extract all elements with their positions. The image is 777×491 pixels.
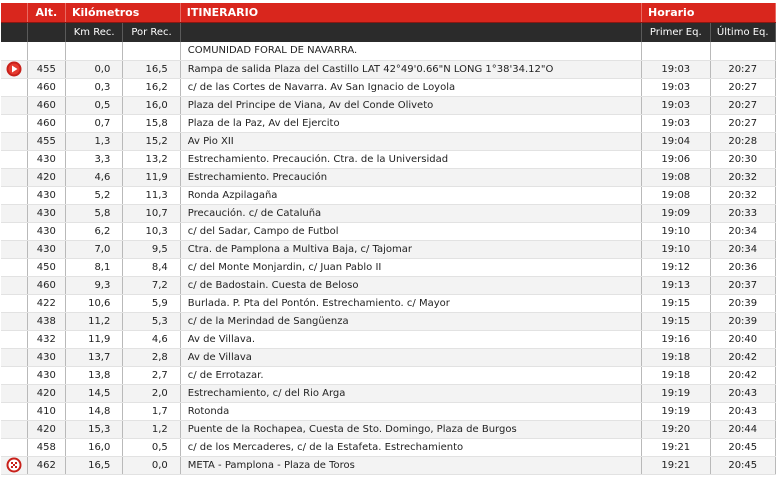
- primer-eq-cell: 19:15: [642, 294, 710, 312]
- altitude-cell: 438: [27, 312, 65, 330]
- table-row: [1, 132, 776, 150]
- row-icon-cell: [1, 168, 27, 186]
- table-row: [1, 294, 776, 312]
- altitude-cell: 458: [27, 438, 65, 456]
- primer-eq-cell: 19:21: [642, 456, 710, 474]
- table-row: [1, 384, 776, 402]
- route-description-cell: c/ de Badostain. Cuesta de Beloso: [180, 276, 641, 294]
- table-row: [1, 438, 776, 456]
- ultimo-eq-cell: 20:42: [710, 366, 776, 384]
- table-row: [1, 276, 776, 294]
- ultimo-eq-cell: 20:32: [710, 186, 776, 204]
- ultimo-eq-cell: 20:40: [710, 330, 776, 348]
- km-rec-cell: 0,3: [65, 78, 122, 96]
- row-icon-cell: [1, 348, 27, 366]
- ultimo-eq-cell: 20:27: [710, 78, 776, 96]
- km-rec-cell: 15,3: [65, 420, 122, 438]
- row-icon-cell: [1, 402, 27, 420]
- route-description-cell: Estrechamiento, c/ del Rio Arga: [180, 384, 641, 402]
- km-rec-cell: 16,5: [65, 456, 122, 474]
- altitude-cell: 430: [27, 348, 65, 366]
- ultimo-eq-cell: [710, 42, 776, 60]
- altitude-cell: 455: [27, 132, 65, 150]
- row-icon-cell: [1, 222, 27, 240]
- row-icon-cell: [1, 114, 27, 132]
- por-rec-cell: 15,8: [123, 114, 180, 132]
- km-rec-cell: 13,7: [65, 348, 122, 366]
- primer-eq-cell: 19:03: [642, 60, 710, 78]
- route-description-cell: Plaza del Principe de Viana, Av del Conde Oliveto: [180, 96, 641, 114]
- ultimo-eq-cell: 20:42: [710, 348, 776, 366]
- row-icon-cell: [1, 276, 27, 294]
- subheader-row: [1, 23, 776, 43]
- altitude-cell: 460: [27, 276, 65, 294]
- altitude-cell: 460: [27, 114, 65, 132]
- por-rec-cell: 1,7: [123, 402, 180, 420]
- route-description-cell: Ronda Azpilagaña: [180, 186, 641, 204]
- header-itinerario: ITINERARIO: [180, 3, 641, 23]
- table-row: [1, 420, 776, 438]
- row-icon-cell: [1, 420, 27, 438]
- altitude-cell: 462: [27, 456, 65, 474]
- km-rec-cell: 4,6: [65, 168, 122, 186]
- primer-eq-cell: 19:21: [642, 438, 710, 456]
- route-description-cell: c/ de Errotazar.: [180, 366, 641, 384]
- primer-eq-cell: 19:18: [642, 366, 710, 384]
- table-row: [1, 348, 776, 366]
- itinerary-table: [1, 3, 776, 475]
- km-rec-cell: 3,3: [65, 150, 122, 168]
- altitude-cell: [27, 42, 65, 60]
- altitude-cell: 460: [27, 78, 65, 96]
- route-description-cell: c/ de las Cortes de Navarra. Av San Ignacio de Loyola: [180, 78, 641, 96]
- route-description-cell: COMUNIDAD FORAL DE NAVARRA.: [180, 42, 641, 60]
- km-rec-cell: 0,5: [65, 96, 122, 114]
- finish-icon: [6, 460, 22, 471]
- route-description-cell: Estrechamiento. Precaución. Ctra. de la Universidad: [180, 150, 641, 168]
- route-description-cell: c/ del Sadar, Campo de Futbol: [180, 222, 641, 240]
- header-horario: Horario: [642, 3, 776, 23]
- route-description-cell: Av de Villava: [180, 348, 641, 366]
- por-rec-cell: 2,0: [123, 384, 180, 402]
- primer-eq-cell: 19:04: [642, 132, 710, 150]
- por-rec-cell: 2,7: [123, 366, 180, 384]
- ultimo-eq-cell: 20:27: [710, 96, 776, 114]
- table-row: [1, 150, 776, 168]
- altitude-cell: 430: [27, 186, 65, 204]
- route-description-cell: Plaza de la Paz, Av del Ejercito: [180, 114, 641, 132]
- route-description-cell: c/ de la Merindad de Sangüenza: [180, 312, 641, 330]
- por-rec-cell: 9,5: [123, 240, 180, 258]
- altitude-cell: 420: [27, 420, 65, 438]
- route-description-cell: c/ del Monte Monjardin, c/ Juan Pablo II: [180, 258, 641, 276]
- subheader-km-rec: Km Rec.: [65, 23, 122, 43]
- table-row: [1, 186, 776, 204]
- table-row: [1, 168, 776, 186]
- por-rec-cell: 13,2: [123, 150, 180, 168]
- km-rec-cell: 13,8: [65, 366, 122, 384]
- por-rec-cell: 16,0: [123, 96, 180, 114]
- km-rec-cell: 1,3: [65, 132, 122, 150]
- row-icon-cell: [1, 438, 27, 456]
- altitude-cell: 460: [27, 96, 65, 114]
- primer-eq-cell: 19:09: [642, 204, 710, 222]
- por-rec-cell: 7,2: [123, 276, 180, 294]
- km-rec-cell: 14,5: [65, 384, 122, 402]
- row-icon-cell: [1, 240, 27, 258]
- row-icon-cell: [1, 60, 27, 78]
- primer-eq-cell: 19:15: [642, 312, 710, 330]
- table-row: [1, 96, 776, 114]
- por-rec-cell: 10,3: [123, 222, 180, 240]
- altitude-cell: 455: [27, 60, 65, 78]
- altitude-cell: 430: [27, 204, 65, 222]
- row-icon-cell: [1, 186, 27, 204]
- km-rec-cell: 10,6: [65, 294, 122, 312]
- altitude-cell: 430: [27, 222, 65, 240]
- start-icon: [6, 64, 22, 75]
- altitude-cell: 430: [27, 240, 65, 258]
- header-km: Kilómetros: [65, 3, 180, 23]
- primer-eq-cell: 19:06: [642, 150, 710, 168]
- ultimo-eq-cell: 20:45: [710, 456, 776, 474]
- km-rec-cell: [65, 42, 122, 60]
- altitude-cell: 432: [27, 330, 65, 348]
- row-icon-cell: [1, 330, 27, 348]
- route-description-cell: c/ de los Mercaderes, c/ de la Estafeta. Estrechamiento: [180, 438, 641, 456]
- row-icon-cell: [1, 384, 27, 402]
- subheader-blank-3: [180, 23, 641, 43]
- table-row: [1, 78, 776, 96]
- ultimo-eq-cell: 20:28: [710, 132, 776, 150]
- table-row: [1, 402, 776, 420]
- row-icon-cell: [1, 456, 27, 474]
- por-rec-cell: 8,4: [123, 258, 180, 276]
- table-row: [1, 258, 776, 276]
- route-description-cell: Estrechamiento. Precaución: [180, 168, 641, 186]
- route-description-cell: Precaución. c/ de Cataluña: [180, 204, 641, 222]
- ultimo-eq-cell: 20:39: [710, 312, 776, 330]
- ultimo-eq-cell: 20:30: [710, 150, 776, 168]
- subheader-ultimo: Último Eq.: [710, 23, 776, 43]
- subheader-blank-2: [27, 23, 65, 43]
- table-row: [1, 222, 776, 240]
- primer-eq-cell: 19:16: [642, 330, 710, 348]
- km-rec-cell: 11,9: [65, 330, 122, 348]
- por-rec-cell: 11,3: [123, 186, 180, 204]
- table-row: [1, 366, 776, 384]
- route-description-cell: Av de Villava.: [180, 330, 641, 348]
- primer-eq-cell: 19:19: [642, 384, 710, 402]
- km-rec-cell: 7,0: [65, 240, 122, 258]
- primer-eq-cell: 19:08: [642, 168, 710, 186]
- row-icon-cell: [1, 294, 27, 312]
- por-rec-cell: 16,2: [123, 78, 180, 96]
- ultimo-eq-cell: 20:43: [710, 384, 776, 402]
- row-icon-cell: [1, 312, 27, 330]
- ultimo-eq-cell: 20:43: [710, 402, 776, 420]
- table-row: [1, 312, 776, 330]
- route-description-cell: Av Pio XII: [180, 132, 641, 150]
- km-rec-cell: 0,7: [65, 114, 122, 132]
- route-description-cell: Rotonda: [180, 402, 641, 420]
- subheader-blank-1: [1, 23, 27, 43]
- table-row: [1, 114, 776, 132]
- por-rec-cell: 0,5: [123, 438, 180, 456]
- ultimo-eq-cell: 20:36: [710, 258, 776, 276]
- row-icon-cell: [1, 366, 27, 384]
- primer-eq-cell: 19:20: [642, 420, 710, 438]
- altitude-cell: 430: [27, 150, 65, 168]
- km-rec-cell: 16,0: [65, 438, 122, 456]
- row-icon-cell: [1, 150, 27, 168]
- table-row: [1, 330, 776, 348]
- table-row: [1, 456, 776, 474]
- route-description-cell: Ctra. de Pamplona a Multiva Baja, c/ Tajomar: [180, 240, 641, 258]
- por-rec-cell: 11,9: [123, 168, 180, 186]
- table-row: [1, 60, 776, 78]
- ultimo-eq-cell: 20:34: [710, 222, 776, 240]
- row-icon-cell: [1, 204, 27, 222]
- ultimo-eq-cell: 20:32: [710, 168, 776, 186]
- altitude-cell: 420: [27, 168, 65, 186]
- km-rec-cell: 5,2: [65, 186, 122, 204]
- route-description-cell: Rampa de salida Plaza del Castillo LAT 42°49'0.66"N LONG 1°38'34.12"O: [180, 60, 641, 78]
- por-rec-cell: 0,0: [123, 456, 180, 474]
- por-rec-cell: [123, 42, 180, 60]
- table-row: [1, 42, 776, 60]
- primer-eq-cell: 19:18: [642, 348, 710, 366]
- row-icon-cell: [1, 96, 27, 114]
- km-rec-cell: 5,8: [65, 204, 122, 222]
- ultimo-eq-cell: 20:33: [710, 204, 776, 222]
- header-icon-col: [1, 3, 27, 23]
- por-rec-cell: 4,6: [123, 330, 180, 348]
- row-icon-cell: [1, 42, 27, 60]
- por-rec-cell: 1,2: [123, 420, 180, 438]
- ultimo-eq-cell: 20:45: [710, 438, 776, 456]
- primer-eq-cell: 19:19: [642, 402, 710, 420]
- por-rec-cell: 16,5: [123, 60, 180, 78]
- primer-eq-cell: 19:03: [642, 114, 710, 132]
- primer-eq-cell: 19:13: [642, 276, 710, 294]
- primer-eq-cell: 19:12: [642, 258, 710, 276]
- ultimo-eq-cell: 20:37: [710, 276, 776, 294]
- primer-eq-cell: 19:08: [642, 186, 710, 204]
- altitude-cell: 422: [27, 294, 65, 312]
- route-description-cell: Burlada. P. Pta del Pontón. Estrechamiento. c/ Mayor: [180, 294, 641, 312]
- row-icon-cell: [1, 132, 27, 150]
- ultimo-eq-cell: 20:39: [710, 294, 776, 312]
- table-row: [1, 204, 776, 222]
- primer-eq-cell: 19:03: [642, 78, 710, 96]
- altitude-cell: 430: [27, 366, 65, 384]
- ultimo-eq-cell: 20:27: [710, 114, 776, 132]
- km-rec-cell: 0,0: [65, 60, 122, 78]
- subheader-por-rec: Por Rec.: [123, 23, 180, 43]
- ultimo-eq-cell: 20:27: [710, 60, 776, 78]
- altitude-cell: 410: [27, 402, 65, 420]
- header-row: [1, 3, 776, 23]
- primer-eq-cell: [642, 42, 710, 60]
- por-rec-cell: 2,8: [123, 348, 180, 366]
- altitude-cell: 450: [27, 258, 65, 276]
- por-rec-cell: 5,3: [123, 312, 180, 330]
- header-alt: Alt.: [27, 3, 65, 23]
- km-rec-cell: 14,8: [65, 402, 122, 420]
- route-description-cell: META - Pamplona - Plaza de Toros: [180, 456, 641, 474]
- altitude-cell: 420: [27, 384, 65, 402]
- por-rec-cell: 10,7: [123, 204, 180, 222]
- route-description-cell: Puente de la Rochapea, Cuesta de Sto. Domingo, Plaza de Burgos: [180, 420, 641, 438]
- row-icon-cell: [1, 78, 27, 96]
- por-rec-cell: 15,2: [123, 132, 180, 150]
- km-rec-cell: 9,3: [65, 276, 122, 294]
- ultimo-eq-cell: 20:34: [710, 240, 776, 258]
- km-rec-cell: 11,2: [65, 312, 122, 330]
- subheader-primer: Primer Eq.: [642, 23, 710, 43]
- table-row: [1, 240, 776, 258]
- por-rec-cell: 5,9: [123, 294, 180, 312]
- ultimo-eq-cell: 20:44: [710, 420, 776, 438]
- km-rec-cell: 6,2: [65, 222, 122, 240]
- primer-eq-cell: 19:03: [642, 96, 710, 114]
- row-icon-cell: [1, 258, 27, 276]
- primer-eq-cell: 19:10: [642, 222, 710, 240]
- km-rec-cell: 8,1: [65, 258, 122, 276]
- primer-eq-cell: 19:10: [642, 240, 710, 258]
